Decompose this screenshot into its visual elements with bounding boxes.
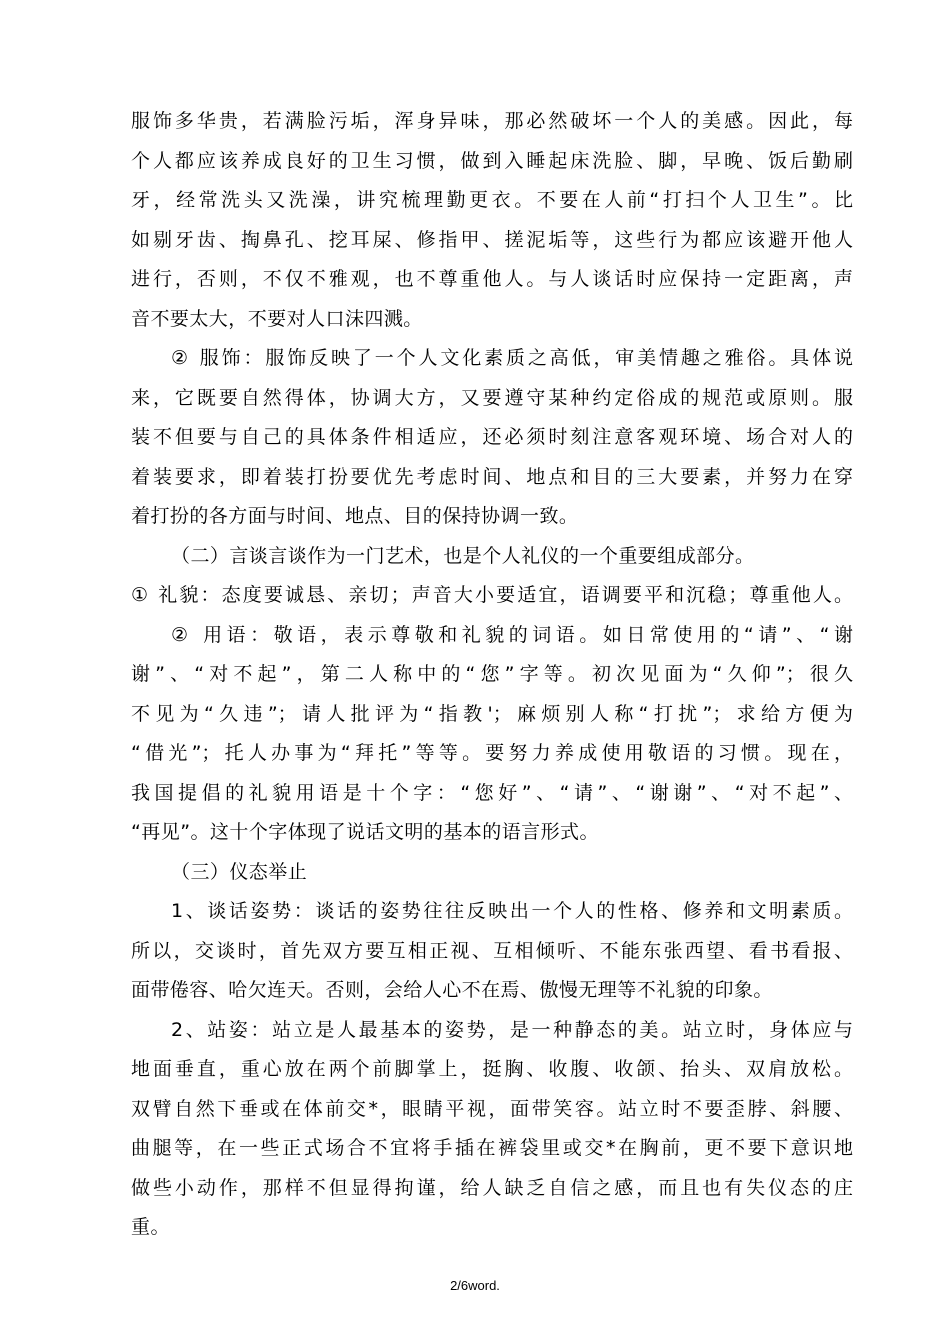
paragraph-line: 着装要求，即着装打扮要优先考虑时间、地点和目的三大要素，并努力在穿 — [131, 465, 853, 488]
paragraph-line: 重。 — [131, 1216, 170, 1238]
paragraph-line: 服饰多华贵，若满脸污垢，浑身异味，那必然破坏一个人的美感。因此，每 — [131, 110, 853, 132]
paragraph-line: ① 礼貌：态度要诚恳、亲切；声音大小要适宜，语调要平和沉稳；尊重他人。 — [131, 584, 853, 606]
section-heading-line: （二）言谈言谈作为一门艺术，也是个人礼仪的一个重要组成部分。 — [171, 544, 755, 567]
section-heading: （三）仪态举止 — [171, 860, 308, 883]
paragraph-line: “再见”。这十个字体现了说话文明的基本的语言形式。 — [131, 821, 599, 843]
paragraph-line: 我国提倡的礼貌用语是十个字：“您好”、“请”、“谢谢”、“对不起”、 — [131, 781, 853, 804]
paragraph-line: ② 用语：敬语，表示尊敬和礼貌的词语。如日常使用的“请”、“谢 — [171, 623, 853, 646]
paragraph-line: 进行，否则，不仅不雅观，也不尊重他人。与人谈话时应保持一定距离，声 — [131, 268, 853, 290]
paragraph-line: 牙，经常洗头又洗澡，讲究梳理勤更衣。不要在人前“打扫个人卫生”。比 — [131, 189, 853, 211]
paragraph-line: 1、谈话姿势：谈话的姿势往往反映出一个人的性格、修养和文明素质。 — [171, 900, 853, 922]
paragraph-line: 谢”、“对不起”，第二人称中的“您”字等。初次见面为“久仰”；很久 — [131, 663, 853, 685]
paragraph-line: “借光”；托人办事为“拜托”等等。要努力养成使用敬语的习惯。现在， — [131, 742, 853, 764]
paragraph-line: 做些小动作，那样不但显得拘谨，给人缺乏自信之感，而且也有失仪态的庄 — [131, 1176, 853, 1199]
paragraph-line: 面带倦容、哈欠连天。否则，会给人心不在焉、傲慢无理等不礼貌的印象。 — [131, 979, 773, 1001]
paragraph-line: 着打扮的各方面与时间、地点、目的保持协调一致。 — [131, 505, 579, 527]
paragraph-line: 2、站姿：站立是人最基本的姿势，是一种静态的美。站立时，身体应与 — [171, 1018, 853, 1041]
paragraph-line: 地面垂直，重心放在两个前脚掌上，挺胸、收腹、收颌、抬头、双肩放松。 — [131, 1058, 853, 1080]
paragraph-line: 来，它既要自然得体，协调大方，又要遵守某种约定俗成的规范或原则。服 — [131, 386, 853, 409]
paragraph-line: 不见为“久违”；请人批评为“指教'；麻烦别人称“打扰”；求给方便为 — [131, 702, 853, 725]
document-body — [131, 102, 853, 1248]
paragraph-line: 装不但要与自己的具体条件相适应，还必须时刻注意客观环境、场合对人的 — [131, 426, 853, 448]
paragraph-line: ② 服饰：服饰反映了一个人文化素质之高低，审美情趣之雅俗。具体说 — [171, 347, 853, 369]
paragraph-line: 所以，交谈时，首先双方要互相正视、互相倾听、不能东张西望、看书看报、 — [131, 939, 853, 962]
paragraph-line: 如剔牙齿、掏鼻孔、挖耳屎、修指甲、搓泥垢等，这些行为都应该避开他人 — [131, 228, 853, 251]
paragraph-line: 双臂自然下垂或在体前交*，眼睛平视，面带笑容。站立时不要歪脖、斜腰、 — [131, 1097, 853, 1120]
page-footer: 2/6word. — [450, 1278, 500, 1293]
paragraph-line: 曲腿等，在一些正式场合不宜将手插在裤袋里或交*在胸前，更不要下意识地 — [131, 1137, 853, 1159]
paragraph-line: 音不要太大，不要对人口沫四溅。 — [131, 307, 423, 330]
paragraph-line: 个人都应该养成良好的卫生习惯，做到入睡起床洗脸、脚，早晚、饭后勤刷 — [131, 149, 853, 172]
